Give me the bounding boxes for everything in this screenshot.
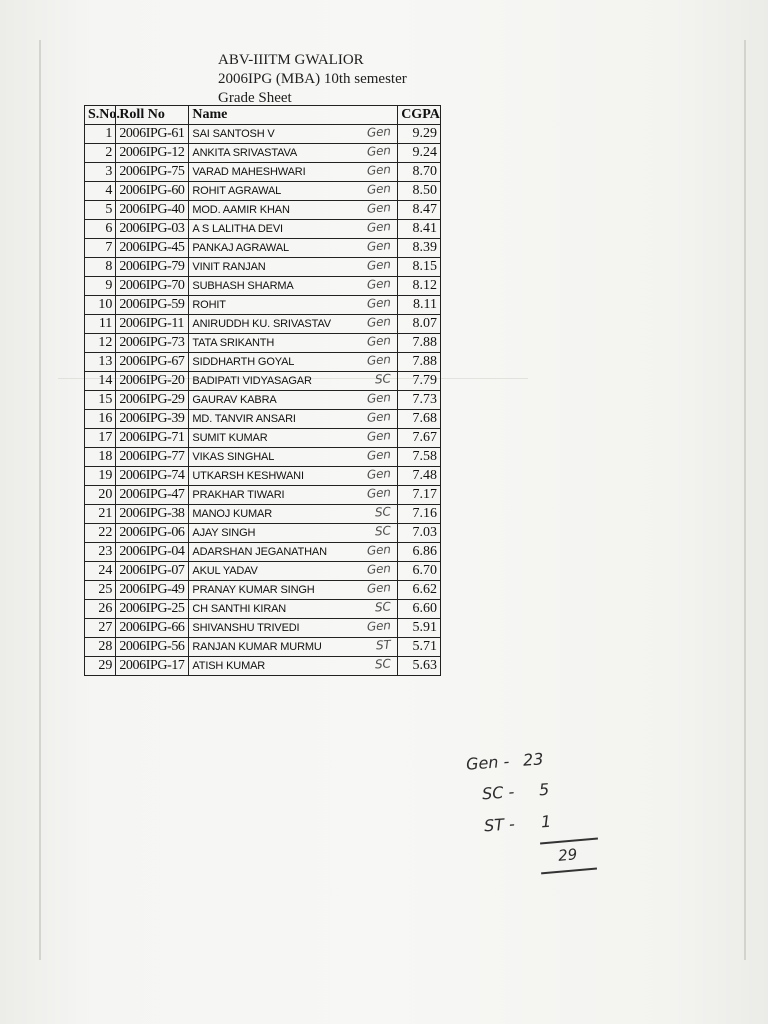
cgpa-cell: 8.11: [398, 296, 441, 315]
table-row: [85, 505, 441, 524]
category-annotation: Gen: [366, 542, 391, 558]
cgpa-cell: 5.91: [398, 619, 441, 638]
cgpa-cell: 8.07: [398, 315, 441, 334]
student-name: A S LALITHA DEVI: [192, 223, 283, 235]
cgpa-cell: 6.70: [398, 562, 441, 581]
table-row: [85, 619, 441, 638]
table-row: [85, 258, 441, 277]
student-name: MOD. AAMIR KHAN: [192, 204, 290, 216]
roll-cell: 2006IPG-04: [116, 543, 189, 562]
sno-cell: 15: [85, 391, 116, 410]
category-annotation: Gen: [366, 447, 391, 463]
cgpa-cell: 7.58: [398, 448, 441, 467]
category-annotation: Gen: [366, 428, 391, 444]
institute-name: ABV-IIITM GWALIOR: [218, 52, 364, 68]
cgpa-cell: 8.12: [398, 277, 441, 296]
cgpa-cell: 8.50: [398, 182, 441, 201]
tally-gen: [465, 749, 544, 773]
sno-cell: 29: [85, 657, 116, 676]
roll-cell: 2006IPG-77: [116, 448, 189, 467]
sno-cell: 3: [85, 163, 116, 182]
tally-sc-label: SC -: [481, 782, 515, 804]
name-cell: [189, 448, 398, 467]
name-cell: [189, 144, 398, 163]
student-name: UTKARSH KESHWANI: [192, 470, 304, 482]
category-annotation: Gen: [366, 295, 391, 311]
name-cell: [189, 657, 398, 676]
sno-cell: 7: [85, 239, 116, 258]
cgpa-cell: 5.63: [398, 657, 441, 676]
tally-total: 29: [539, 844, 597, 875]
student-name: PRAKHAR TIWARI: [192, 489, 285, 501]
name-cell: [189, 581, 398, 600]
table-row: [85, 543, 441, 562]
cgpa-cell: 6.86: [398, 543, 441, 562]
student-name: ATISH KUMAR: [192, 660, 266, 672]
roll-cell: 2006IPG-40: [116, 201, 189, 220]
name-cell: [189, 600, 398, 619]
table-row: [85, 239, 441, 258]
program-line: 2006IPG (MBA) 10th semester: [218, 71, 407, 87]
sno-cell: 25: [85, 581, 116, 600]
category-annotation: Gen: [366, 219, 391, 235]
sno-cell: 18: [85, 448, 116, 467]
sheet-title: Grade Sheet: [218, 90, 292, 106]
grade-table: [84, 105, 441, 676]
table-row: [85, 220, 441, 239]
sno-cell: 2: [85, 144, 116, 163]
category-annotation: Gen: [366, 618, 391, 634]
sno-cell: 11: [85, 315, 116, 334]
cgpa-cell: 8.70: [398, 163, 441, 182]
category-annotation: SC: [374, 523, 391, 539]
grade-table-body: [85, 125, 441, 676]
roll-cell: 2006IPG-70: [116, 277, 189, 296]
student-name: VINIT RANJAN: [192, 261, 266, 273]
cgpa-cell: 7.03: [398, 524, 441, 543]
sno-cell: 23: [85, 543, 116, 562]
student-name: ADARSHAN JEGANATHAN: [192, 546, 327, 558]
category-annotation: Gen: [366, 181, 391, 197]
student-name: RANJAN KUMAR MURMU: [192, 641, 322, 653]
category-annotation: ST: [375, 637, 391, 653]
roll-cell: 2006IPG-67: [116, 353, 189, 372]
student-name: BADIPATI VIDYASAGAR: [192, 375, 312, 387]
category-annotation: Gen: [366, 124, 391, 140]
cgpa-cell: 7.67: [398, 429, 441, 448]
roll-cell: 2006IPG-38: [116, 505, 189, 524]
table-row: [85, 581, 441, 600]
table-row: [85, 277, 441, 296]
sno-column-header: S.No.: [85, 106, 116, 125]
cgpa-cell: 8.47: [398, 201, 441, 220]
name-cell: [189, 182, 398, 201]
sno-cell: 14: [85, 372, 116, 391]
cgpa-cell: 7.17: [398, 486, 441, 505]
table-row: [85, 638, 441, 657]
sno-cell: 26: [85, 600, 116, 619]
sno-cell: 17: [85, 429, 116, 448]
sno-cell: 9: [85, 277, 116, 296]
sno-cell: 20: [85, 486, 116, 505]
student-name: ROHIT: [192, 299, 226, 311]
sno-cell: 4: [85, 182, 116, 201]
sno-cell: 28: [85, 638, 116, 657]
table-row: [85, 562, 441, 581]
name-cell: [189, 277, 398, 296]
tally-gen-value: 23: [522, 749, 545, 770]
cgpa-cell: 6.62: [398, 581, 441, 600]
roll-column-header: Roll No: [116, 106, 189, 125]
roll-cell: 2006IPG-17: [116, 657, 189, 676]
category-annotation: Gen: [366, 561, 391, 577]
tally-st: [483, 812, 551, 836]
name-cell: [189, 486, 398, 505]
category-annotation: Gen: [366, 580, 391, 596]
category-annotation: SC: [374, 371, 391, 387]
category-annotation: Gen: [366, 390, 391, 406]
sno-cell: 1: [85, 125, 116, 144]
roll-cell: 2006IPG-60: [116, 182, 189, 201]
student-name: SUBHASH SHARMA: [192, 280, 294, 292]
category-annotation: Gen: [366, 485, 391, 501]
student-name: PANKAJ AGRAWAL: [192, 242, 289, 254]
table-row: [85, 353, 441, 372]
cgpa-cell: 7.48: [398, 467, 441, 486]
name-cell: [189, 619, 398, 638]
sno-cell: 5: [85, 201, 116, 220]
table-row: [85, 182, 441, 201]
name-cell: [189, 315, 398, 334]
roll-cell: 2006IPG-56: [116, 638, 189, 657]
name-cell: [189, 429, 398, 448]
roll-cell: 2006IPG-74: [116, 467, 189, 486]
cgpa-cell: 7.79: [398, 372, 441, 391]
cgpa-cell: 8.41: [398, 220, 441, 239]
name-column-header: Name: [189, 106, 398, 125]
table-row: [85, 201, 441, 220]
cgpa-cell: 7.16: [398, 505, 441, 524]
student-name: SAI SANTOSH V: [192, 128, 275, 140]
category-annotation: Gen: [366, 352, 391, 368]
handwritten-category-tally: [466, 744, 626, 874]
sno-cell: 22: [85, 524, 116, 543]
category-annotation: Gen: [366, 257, 391, 273]
student-name: SIDDHARTH GOYAL: [192, 356, 295, 368]
student-name: VARAD MAHESHWARI: [192, 166, 306, 178]
roll-cell: 2006IPG-73: [116, 334, 189, 353]
table-row: [85, 391, 441, 410]
category-annotation: Gen: [366, 276, 391, 292]
table-row: [85, 315, 441, 334]
category-annotation: Gen: [366, 466, 391, 482]
category-annotation: Gen: [366, 238, 391, 254]
category-annotation: Gen: [366, 409, 391, 425]
name-cell: [189, 296, 398, 315]
roll-cell: 2006IPG-61: [116, 125, 189, 144]
sno-cell: 21: [85, 505, 116, 524]
roll-cell: 2006IPG-07: [116, 562, 189, 581]
cgpa-cell: 7.68: [398, 410, 441, 429]
table-row: [85, 334, 441, 353]
name-cell: [189, 410, 398, 429]
student-name: ANIRUDDH KU. SRIVASTAV: [192, 318, 331, 330]
student-name: ANKITA SRIVASTAVA: [192, 147, 298, 159]
roll-cell: 2006IPG-66: [116, 619, 189, 638]
roll-cell: 2006IPG-12: [116, 144, 189, 163]
roll-cell: 2006IPG-20: [116, 372, 189, 391]
cgpa-cell: 9.24: [398, 144, 441, 163]
right-scan-edge: [744, 40, 746, 960]
roll-cell: 2006IPG-59: [116, 296, 189, 315]
tally-sc-value: 5: [538, 779, 550, 800]
sno-cell: 10: [85, 296, 116, 315]
roll-cell: 2006IPG-06: [116, 524, 189, 543]
category-annotation: Gen: [366, 200, 391, 216]
category-annotation: SC: [374, 656, 391, 672]
tally-sc: [481, 780, 549, 804]
sno-cell: 8: [85, 258, 116, 277]
name-cell: [189, 524, 398, 543]
document-header: [218, 51, 478, 108]
student-name: AKUL YADAV: [192, 565, 258, 577]
table-row: [85, 410, 441, 429]
student-name: CH SANTHI KIRAN: [192, 603, 287, 615]
roll-cell: 2006IPG-49: [116, 581, 189, 600]
tally-st-label: ST -: [483, 814, 516, 836]
sno-cell: 16: [85, 410, 116, 429]
table-row: [85, 429, 441, 448]
name-cell: [189, 638, 398, 657]
name-cell: [189, 467, 398, 486]
student-name: TATA SRIKANTH: [192, 337, 275, 349]
roll-cell: 2006IPG-75: [116, 163, 189, 182]
table-row: [85, 163, 441, 182]
sno-cell: 12: [85, 334, 116, 353]
name-cell: [189, 220, 398, 239]
tally-gen-label: Gen -: [465, 751, 510, 774]
roll-cell: 2006IPG-71: [116, 429, 189, 448]
student-name: VIKAS SINGHAL: [192, 451, 275, 463]
table-row: [85, 486, 441, 505]
category-annotation: Gen: [366, 143, 391, 159]
cgpa-column-header: CGPA: [398, 106, 441, 125]
roll-cell: 2006IPG-03: [116, 220, 189, 239]
roll-cell: 2006IPG-79: [116, 258, 189, 277]
table-row: [85, 600, 441, 619]
table-header-row: [85, 106, 441, 125]
category-annotation: Gen: [366, 314, 391, 330]
student-name: SUMIT KUMAR: [192, 432, 268, 444]
student-name: MANOJ KUMAR: [192, 508, 273, 520]
student-name: MD. TANVIR ANSARI: [192, 413, 296, 425]
category-annotation: Gen: [366, 162, 391, 178]
name-cell: [189, 201, 398, 220]
cgpa-cell: 9.29: [398, 125, 441, 144]
sno-cell: 6: [85, 220, 116, 239]
table-row: [85, 448, 441, 467]
table-row: [85, 372, 441, 391]
table-row: [85, 125, 441, 144]
name-cell: [189, 505, 398, 524]
cgpa-cell: 7.88: [398, 334, 441, 353]
student-name: GAURAV KABRA: [192, 394, 277, 406]
left-scan-edge: [39, 40, 41, 960]
roll-cell: 2006IPG-11: [116, 315, 189, 334]
name-cell: [189, 163, 398, 182]
cgpa-cell: 5.71: [398, 638, 441, 657]
name-cell: [189, 391, 398, 410]
name-cell: [189, 334, 398, 353]
student-name: PRANAY KUMAR SINGH: [192, 584, 315, 596]
table-row: [85, 467, 441, 486]
student-name: AJAY SINGH: [192, 527, 256, 539]
table-row: [85, 296, 441, 315]
cgpa-cell: 7.88: [398, 353, 441, 372]
roll-cell: 2006IPG-25: [116, 600, 189, 619]
cgpa-cell: 6.60: [398, 600, 441, 619]
student-name: ROHIT AGRAWAL: [192, 185, 282, 197]
sno-cell: 19: [85, 467, 116, 486]
category-annotation: Gen: [366, 333, 391, 349]
name-cell: [189, 258, 398, 277]
name-cell: [189, 125, 398, 144]
roll-cell: 2006IPG-29: [116, 391, 189, 410]
roll-cell: 2006IPG-45: [116, 239, 189, 258]
category-annotation: SC: [374, 599, 391, 615]
name-cell: [189, 353, 398, 372]
sno-cell: 27: [85, 619, 116, 638]
table-row: [85, 657, 441, 676]
category-annotation: SC: [374, 504, 391, 520]
roll-cell: 2006IPG-39: [116, 410, 189, 429]
roll-cell: 2006IPG-47: [116, 486, 189, 505]
sno-cell: 24: [85, 562, 116, 581]
name-cell: [189, 372, 398, 391]
name-cell: [189, 239, 398, 258]
cgpa-cell: 8.39: [398, 239, 441, 258]
cgpa-cell: 7.73: [398, 391, 441, 410]
name-cell: [189, 562, 398, 581]
tally-st-value: 1: [540, 811, 552, 832]
student-name: SHIVANSHU TRIVEDI: [192, 622, 300, 634]
name-cell: [189, 543, 398, 562]
table-row: [85, 524, 441, 543]
cgpa-cell: 8.15: [398, 258, 441, 277]
sno-cell: 13: [85, 353, 116, 372]
table-row: [85, 144, 441, 163]
